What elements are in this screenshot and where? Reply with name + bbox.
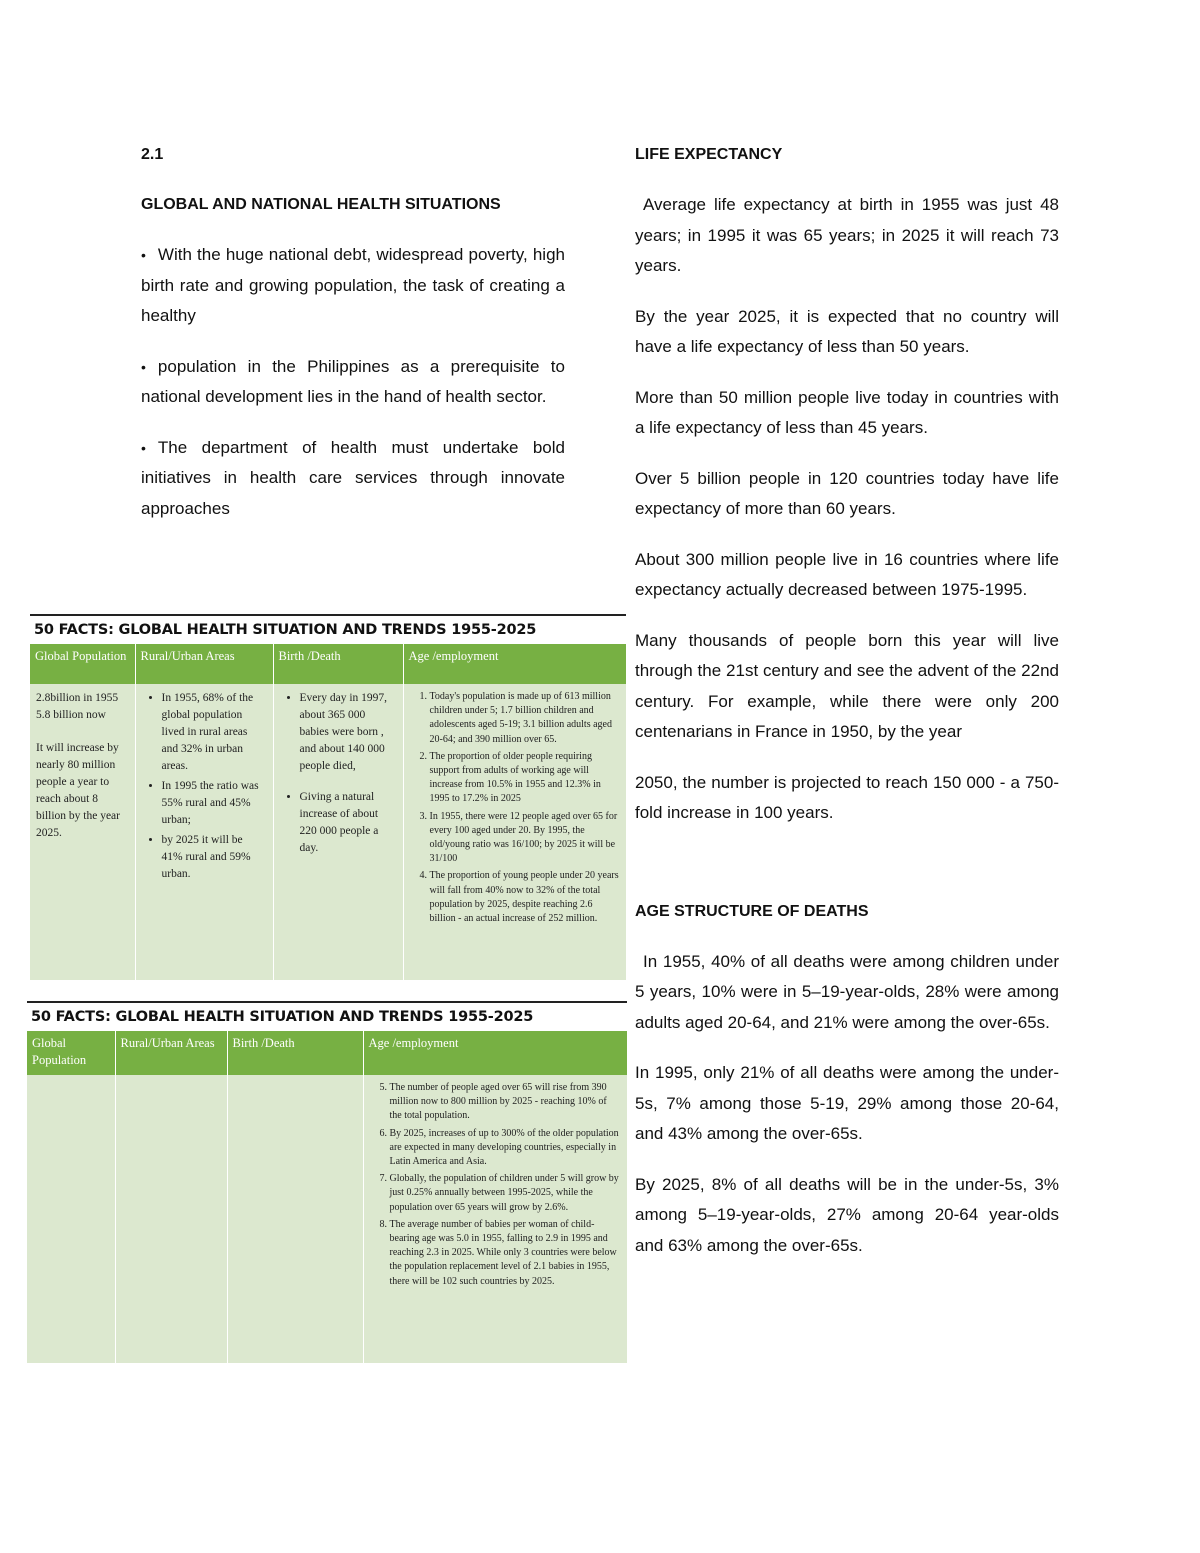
section-title: GLOBAL AND NATIONAL HEALTH SITUATIONS [141, 196, 501, 213]
facts-figure-1 [30, 614, 626, 980]
list-item: 2. The proportion of older people requiring support from adults of working age will increase from 10.5% in 1955 and 12.3% in 1995 to 17.2% in 2025 [430, 750, 620, 807]
list-item: • Every day in 1997, about 365 000 babies were born , and about 140 000 people died, [300, 690, 397, 775]
list-item: • In 1955, 68% of the global population lived in rural areas and 32% in urban areas. [162, 690, 267, 775]
bullet-2: • population in the Philippines as a prerequisite to national development lies in the hand of health sector. [141, 352, 565, 413]
life-paragraph: Over 5 billion people in 120 countries today have life expectancy of more than 60 years. [635, 468, 1059, 518]
figure-title: 50 FACTS: GLOBAL HEALTH SITUATION AND TRENDS 1955-2025 [34, 622, 537, 638]
list-item: 1. Today's population is made up of 613 million children under 5; 1.7 billion children and adolescents aged 5-19; 3.1 billion adults aged 20-64; and 390 million over 65. [430, 690, 620, 747]
header-birth-death: Birth /Death [273, 644, 403, 684]
age-structure-title: AGE STRUCTURE OF DEATHS [635, 902, 869, 920]
life-paragraph: 2050, the number is projected to reach 150 000 - a 750-fold increase in 100 years. [635, 772, 1059, 822]
cell-age-employment [363, 1075, 627, 1363]
section-number: 2.1 [141, 146, 164, 163]
header-global-population: Global Population [27, 1031, 115, 1075]
cell-rural-urban [135, 684, 273, 980]
life-paragraph: Average life expectancy at birth in 1955 was just 48 years; in 1995 it was 65 years; in 2025 it will reach 73 years. [635, 195, 1059, 275]
cell-global-population [27, 1075, 115, 1363]
header-birth-death: Birth /Death [227, 1031, 363, 1075]
life-expectancy-title: LIFE EXPECTANCY [635, 146, 783, 163]
list-item: • by 2025 it will be 41% rural and 59% urban. [162, 832, 267, 883]
list-item: 3. In 1955, there were 12 people aged over 65 for every 100 aged under 20. By 1995, the old/young ratio was 16/100; by 2025 it will be 31/100 [430, 810, 620, 867]
deaths-paragraph: By 2025, 8% of all deaths will be in the under-5s, 3% among 5–19-year-olds, 27% among 20-64 year-olds and 63% among the over-65s. [635, 1174, 1059, 1255]
list-item: • Giving a natural increase of about 220 000 people a day. [300, 789, 397, 857]
deaths-paragraph: In 1955, 40% of all deaths were among children under 5 years, 10% were in 5–19-year-olds, 28% were among adults aged 20-64, and 21% were among the over-65s. [635, 951, 1059, 1032]
header-global-population: Global Population [30, 644, 135, 684]
facts-figure-2 [27, 1001, 627, 1363]
life-paragraph: More than 50 million people live today in countries with a life expectancy of less than 45 years. [635, 387, 1059, 437]
list-item: • In 1995 the ratio was 55% rural and 45% urban; [162, 778, 267, 829]
left-column [141, 140, 565, 544]
header-age-employment: Age /employment [363, 1031, 627, 1075]
life-paragraph: Many thousands of people born this year will live through the 21st century and see the advent of the 22nd century. For example, while there were only 200 centenarians in France in 1950, by the year [635, 630, 1059, 741]
bullet-1: • With the huge national debt, widespread poverty, high birth rate and growing population, the task of creating a healthy [141, 240, 565, 332]
list-item: 7. Globally, the population of children under 5 will grow by just 0.25% annually between 1995-2025, while the population over 65 years will grow by 2.6%. [390, 1172, 621, 1215]
cell-text: It will increase by nearly 80 million people a year to reach about 8 billion by the year 2025. [36, 742, 120, 839]
figure-title: 50 FACTS: GLOBAL HEALTH SITUATION AND TRENDS 1955-2025 [31, 1009, 534, 1025]
cell-global-population [30, 684, 135, 980]
facts-table [30, 644, 627, 980]
list-item: 5. The number of people aged over 65 will rise from 390 million now to 800 million by 2025 - reaching 10% of the total population. [390, 1081, 621, 1124]
life-paragraph: About 300 million people live in 16 countries where life expectancy actually decreased between 1975-1995. [635, 549, 1059, 599]
cell-text: 2.8billion in 1955 5.8 billion now [36, 692, 119, 721]
list-item: 8. The average number of babies per woman of child-bearing age was 5.0 in 1955, falling to 2.9 in 1995 and reaching 2.3 in 2025. While only 3 countries were below the population replacement level of 2.1 babies in 1955, there will be 102 such countries by 2025. [390, 1218, 621, 1289]
cell-age-employment [403, 684, 626, 980]
bullet-3: • The department of health must undertake bold initiatives in health care services through innovate approaches [141, 433, 565, 525]
list-item: 6. By 2025, increases of up to 300% of the older population are expected in many developing countries, especially in Latin America and Asia. [390, 1127, 621, 1170]
list-item: 4. The proportion of young people under 20 years will fall from 40% now to 32% of the total population by 2025, despite reaching 2.6 billion - an actual increase of 252 million. [430, 869, 620, 926]
cell-birth-death [227, 1075, 363, 1363]
header-rural-urban: Rural/Urban Areas [135, 644, 273, 684]
deaths-paragraph: In 1995, only 21% of all deaths were among the under-5s, 7% among those 5-19, 29% among those 20-64, and 43% among the over-65s. [635, 1063, 1059, 1143]
cell-birth-death [273, 684, 403, 980]
cell-rural-urban [115, 1075, 227, 1363]
header-rural-urban: Rural/Urban Areas [115, 1031, 227, 1075]
header-age-employment: Age /employment [403, 644, 626, 684]
right-column [635, 140, 1059, 1281]
facts-table [27, 1031, 628, 1363]
life-paragraph: By the year 2025, it is expected that no country will have a life expectancy of less than 50 years. [635, 306, 1059, 356]
